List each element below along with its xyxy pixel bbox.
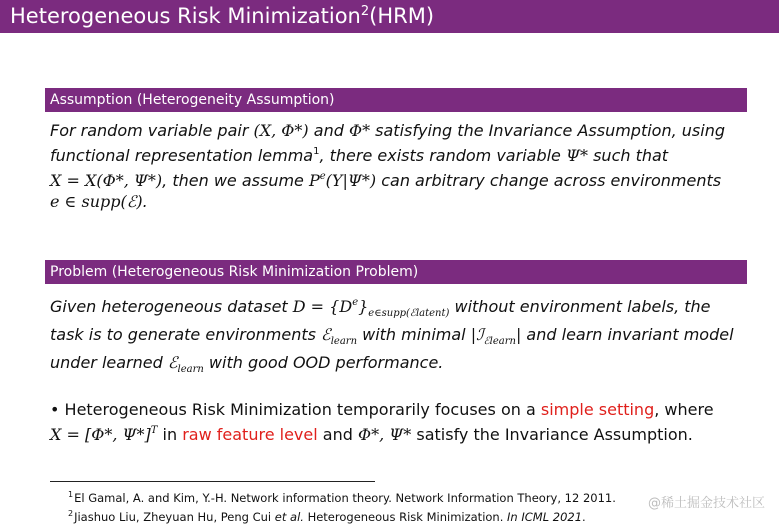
math: ℰ: [321, 325, 331, 344]
footnote-text: .: [582, 510, 586, 524]
text: Given heterogeneous dataset: [50, 297, 293, 316]
text: satisfying the Invariance Assumption, using: [370, 121, 725, 140]
text: , then we assume: [162, 171, 309, 190]
text: such that: [588, 146, 669, 165]
math: D = {D: [292, 297, 353, 316]
text: .: [142, 192, 148, 211]
problem-line-2: [50, 324, 750, 352]
footnote-marker: 1: [313, 146, 320, 157]
footnote-1: [68, 490, 616, 505]
math-sup: e: [319, 171, 326, 182]
highlight-text: raw feature level: [182, 425, 318, 444]
problem-line-1: [50, 292, 750, 324]
slide-title: [0, 0, 779, 33]
footnote-2: [68, 509, 586, 524]
text: can arbitrary change across environments: [376, 171, 722, 190]
math: X = [Φ*, Ψ*]: [50, 425, 151, 444]
assumption-line-1: [50, 120, 750, 141]
text: in: [157, 425, 183, 444]
math-sub: learn: [330, 336, 358, 347]
text: and: [317, 425, 358, 444]
text: and: [308, 121, 349, 140]
footnote-text: Heterogeneous Risk Minimization.: [303, 510, 508, 524]
text: functional representation lemma: [50, 146, 314, 165]
text: under learned: [50, 353, 168, 372]
footnote-text: et al.: [274, 510, 304, 524]
highlight-text: simple setting: [540, 400, 655, 419]
text: with good OOD performance.: [203, 353, 444, 372]
bullet-line-1: [50, 399, 750, 420]
assumption-line-4: [50, 191, 750, 212]
text: with minimal: [357, 325, 471, 344]
math: Φ*: [348, 121, 371, 140]
footnote-text: Jiashuo Liu, Zheyuan Hu, Peng Cui: [74, 510, 275, 524]
text: For random variable pair: [50, 121, 254, 140]
bullet-item: [50, 399, 750, 445]
math-sup: e: [352, 297, 359, 308]
text: without environment labels, the: [449, 297, 711, 316]
math: |ℐ: [470, 325, 484, 344]
bullet-line-2: [50, 420, 750, 445]
math: (X, Φ*): [253, 121, 309, 140]
problem-header: Problem (Heterogeneous Risk Minimization Problem): [45, 260, 747, 284]
footnote-number: 2: [68, 509, 74, 518]
assumption-line-2: [50, 141, 750, 166]
footnote-divider: [50, 481, 375, 482]
math: P: [308, 171, 320, 190]
text: Heterogeneous Risk Minimization temporarily focuses on a: [64, 400, 541, 419]
math-sub: ℰlearn: [483, 336, 516, 347]
math-sub: e∈supp(ℰlatent): [368, 308, 450, 319]
footnote-text: El Gamal, A. and Kim, Y.-H. Network information theory. Network Information Theory, 12 2011.: [74, 491, 616, 505]
text: , where: [654, 400, 714, 419]
text: and learn invariant model: [521, 325, 734, 344]
text: , there exists random variable: [319, 146, 566, 165]
math-sup: T: [150, 425, 158, 436]
slide-title-suffix: (HRM): [369, 4, 435, 28]
problem-body: [50, 292, 750, 380]
math: ℰ: [167, 353, 178, 372]
problem-line-3: [50, 352, 750, 380]
text: task is to generate environments: [50, 325, 322, 344]
math: Φ*, Ψ*: [357, 425, 412, 444]
footnote-number: 1: [68, 490, 74, 499]
text: satisfy the Invariance Assumption.: [411, 425, 693, 444]
assumption-body: [50, 120, 750, 212]
assumption-line-3: [50, 166, 750, 191]
math: X = X(Φ*, Ψ*): [50, 171, 163, 190]
math: Ψ*: [565, 146, 588, 165]
slide-title-footnote-marker: 2: [360, 4, 370, 19]
footnote-text: In ICML 2021: [507, 510, 583, 524]
assumption-header: Assumption (Heterogeneity Assumption): [45, 88, 747, 112]
math: (Y|Ψ*): [325, 171, 377, 190]
bullet-marker: •: [50, 400, 60, 419]
math-sub: learn: [177, 364, 204, 375]
math: e ∈ supp(ℰ): [50, 192, 143, 211]
math: }: [358, 297, 369, 316]
watermark: @稀土掘金技术社区: [647, 496, 765, 511]
math: |: [515, 325, 522, 344]
slide-title-main: Heterogeneous Risk Minimization: [10, 4, 361, 28]
